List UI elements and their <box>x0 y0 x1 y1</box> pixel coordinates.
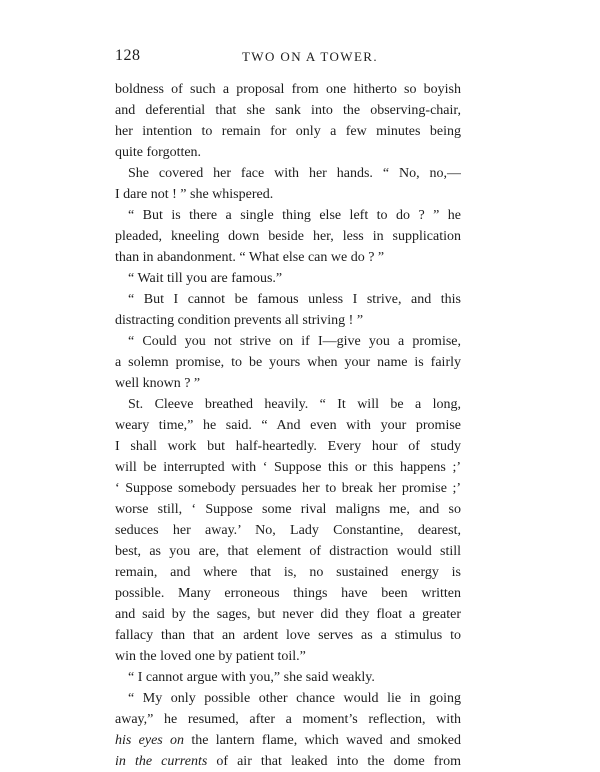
text-run: of air that leaked into the dome from <box>207 754 461 769</box>
text-line: and said by the sages, but never did they float a greater <box>115 607 461 622</box>
text-line: “ I cannot argue with you,” she said weakly. <box>128 670 375 685</box>
running-title: TWO ON A TOWER. <box>241 49 379 64</box>
text-line: well known ? ” <box>115 376 201 391</box>
text-line: than in abandonment. “ What else can we do ? ” <box>115 250 385 265</box>
text-line: ‘ Suppose somebody persuades her to break her promise ;’ <box>115 481 461 496</box>
italic-text: his eyes on <box>115 733 185 748</box>
page-number: 128 <box>115 47 141 64</box>
text-line: boldness of such a proposal from one hitherto so boyish <box>115 82 461 97</box>
italic-text: in the currents <box>115 754 208 769</box>
text-line: “ Could you not strive on if I—give you a promise, <box>128 334 461 349</box>
text-line: away,” he resumed, after a moment’s reflection, with <box>115 712 461 727</box>
text-line: I shall work but half-heartedly. Every hour of study <box>115 439 461 454</box>
text-line: quite forgotten. <box>115 145 202 160</box>
text-line: “ My only possible other chance would lie in going <box>128 691 461 706</box>
text-line: her intention to remain for only a few minutes being <box>115 124 461 139</box>
text-line: and deferential that she sank into the observing-chair, <box>115 103 461 118</box>
text-line: seduces her away.’ No, Lady Constantine, dearest, <box>115 523 461 538</box>
text-line: a solemn promise, to be yours when your name is fairly <box>115 355 461 370</box>
text-line: will be interrupted with ‘ Suppose this or this happens ;’ <box>115 460 461 475</box>
text-line: St. Cleeve breathed heavily. “ It will be a long, <box>128 397 461 412</box>
text-line <box>115 751 461 772</box>
text-line: win the loved one by patient toil.” <box>115 649 306 664</box>
text-line: “ But is there a single thing else left to do ? ” he <box>128 208 461 223</box>
text-line: She covered her face with her hands. “ No, no,— <box>128 166 461 181</box>
text-line: distracting condition prevents all striving ! ” <box>115 313 364 328</box>
text-line: fallacy than that an ardent love serves as a stimulus to <box>115 628 461 643</box>
text-line: I dare not ! ” she whispered. <box>115 187 274 202</box>
text-line: possible. Many erroneous things have been written <box>115 586 461 601</box>
text-line <box>115 730 461 751</box>
text-line: worse still, ‘ Suppose some rival maligns me, and so <box>115 502 461 517</box>
page-header <box>115 47 460 69</box>
text-line: “ Wait till you are famous.” <box>128 271 283 286</box>
text-line: remain, and where that is, no sustained energy is <box>115 565 461 580</box>
text-line: “ But I cannot be famous unless I strive, and this <box>128 292 461 307</box>
text-run: the lantern flame, which waved and smoked <box>184 733 461 748</box>
text-line: pleaded, kneeling down beside her, less in supplication <box>115 229 461 244</box>
text-line: weary time,” he said. “ And even with your promise <box>115 418 461 433</box>
body-text <box>115 79 461 772</box>
text-line: best, as you are, that element of distraction would still <box>115 544 461 559</box>
